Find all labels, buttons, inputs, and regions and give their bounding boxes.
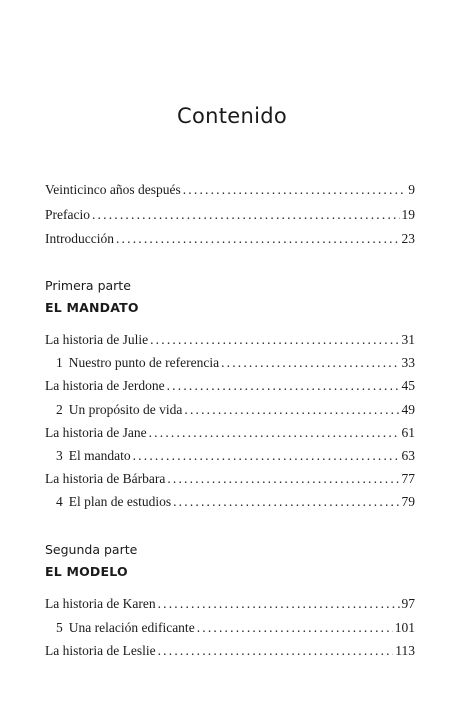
toc-entry-title: La historia de Jane (45, 425, 147, 440)
toc-page-number: 97 (401, 596, 415, 611)
toc-entry-title: La historia de Leslie (45, 643, 156, 658)
part-label: Segunda parte (45, 542, 138, 557)
chapter-number: 1 (56, 355, 63, 370)
page-title: Contenido (177, 104, 287, 129)
part-heading: EL MODELO (45, 564, 128, 579)
toc-leader (150, 332, 399, 348)
toc-entry-title: La historia de Karen (45, 596, 156, 611)
toc-entry-title: Introducción (45, 231, 114, 246)
toc-entry-title: La historia de Jerdone (45, 378, 165, 393)
toc-entry (45, 643, 415, 663)
toc-leader (158, 596, 400, 612)
part-heading: EL MANDATO (45, 300, 139, 315)
part-label: Primera parte (45, 278, 131, 293)
toc-entry-title: Prefacio (45, 207, 90, 222)
toc-chapter-entry (45, 494, 415, 514)
toc-entry-title: Nuestro punto de referencia (68, 355, 220, 370)
toc-leader (149, 425, 400, 441)
toc-entry-title: El mandato (68, 448, 131, 463)
toc-leader (184, 402, 399, 418)
toc-entry (45, 231, 415, 251)
toc-page-number: 61 (401, 425, 415, 440)
toc-entry-title: Un propósito de vida (68, 402, 183, 417)
toc-entry-title: La historia de Julie (45, 332, 149, 347)
toc-page-number: 45 (401, 378, 415, 393)
toc-leader (167, 471, 399, 487)
toc-chapter-entry (45, 448, 415, 468)
toc-entry (45, 332, 415, 352)
toc-entry (45, 425, 415, 445)
toc-entry-title: La historia de Bárbara (45, 471, 166, 486)
toc-chapter-entry (45, 620, 415, 640)
toc-page-number: 31 (401, 332, 415, 347)
toc-leader (158, 643, 394, 659)
toc-leader (92, 207, 400, 223)
toc-leader (173, 494, 399, 510)
toc-leader (167, 378, 400, 394)
toc-entry (45, 378, 415, 398)
toc-leader (221, 355, 399, 371)
toc-entry (45, 207, 415, 227)
toc-chapter-entry (45, 402, 415, 422)
toc-page-number: 113 (395, 643, 415, 658)
chapter-number: 4 (56, 494, 63, 509)
toc-leader (133, 448, 400, 464)
toc-page-number: 101 (394, 620, 415, 635)
toc-leader (197, 620, 393, 636)
toc-page-number: 79 (401, 494, 415, 509)
toc-page-number: 9 (408, 182, 415, 197)
toc-entry (45, 471, 415, 491)
toc-entry-title: El plan de estudios (68, 494, 172, 509)
toc-page-number: 63 (401, 448, 415, 463)
toc-page-number: 19 (401, 207, 415, 222)
chapter-number: 3 (56, 448, 63, 463)
toc-entry (45, 182, 415, 202)
toc-entry (45, 596, 415, 616)
toc-page-number: 33 (401, 355, 415, 370)
toc-entry-title: Una relación edificante (68, 620, 195, 635)
toc-page-number: 23 (401, 231, 415, 246)
toc-chapter-entry (45, 355, 415, 375)
chapter-number: 5 (56, 620, 63, 635)
chapter-number: 2 (56, 402, 63, 417)
toc-leader (116, 231, 400, 247)
toc-entry-title: Veinticinco años después (45, 182, 181, 197)
toc-page-number: 77 (401, 471, 415, 486)
toc-leader (183, 182, 407, 198)
toc-page-number: 49 (401, 402, 415, 417)
